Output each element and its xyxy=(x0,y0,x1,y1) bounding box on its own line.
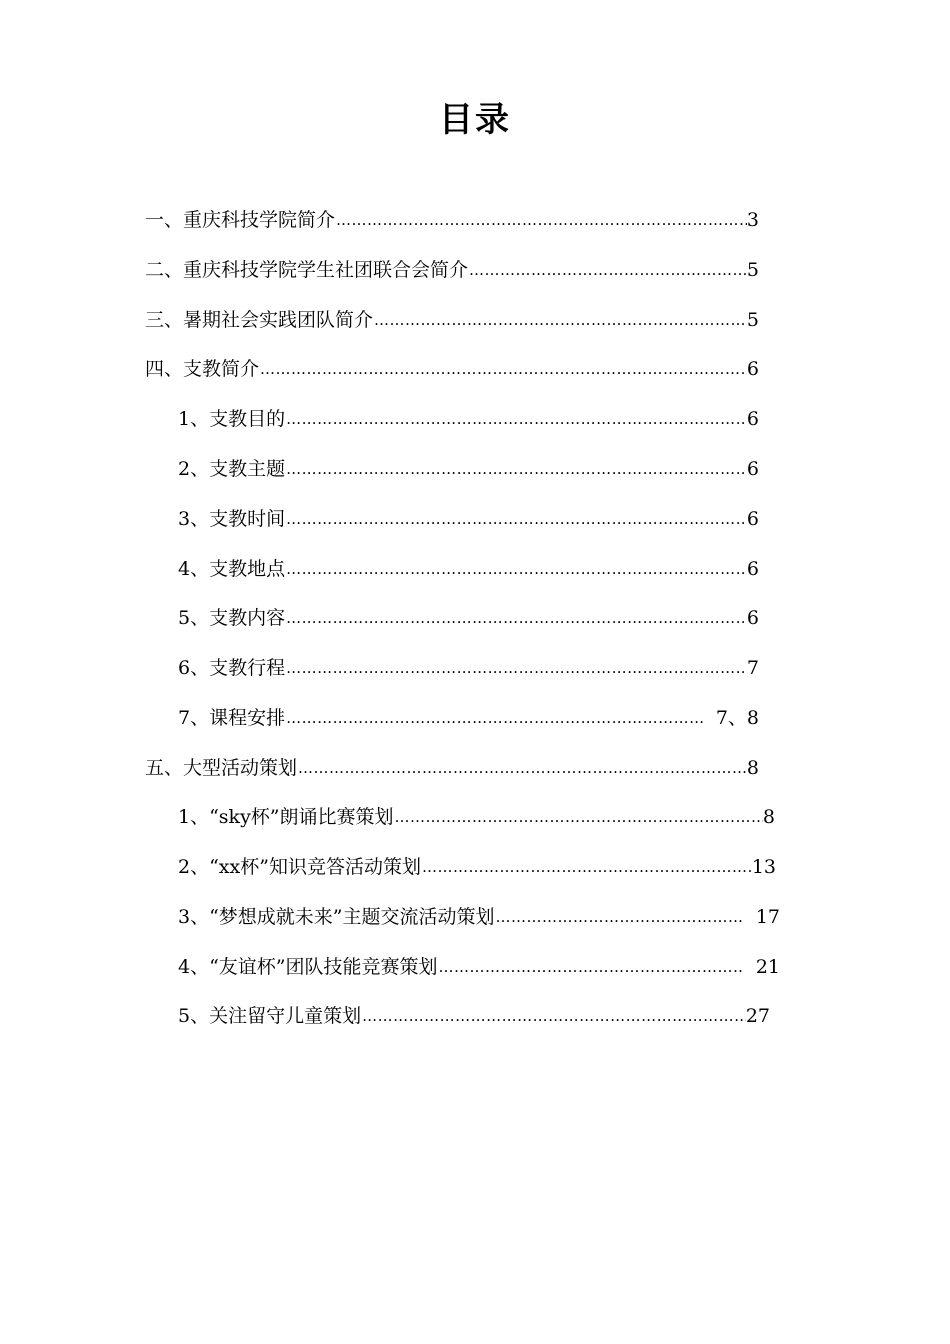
toc-leader-dots xyxy=(285,454,747,484)
toc-entry-page: 27 xyxy=(745,1005,770,1027)
toc-entry-page: 5 xyxy=(746,309,759,331)
toc-entry-page: 21 xyxy=(755,956,780,978)
toc-leader-dots xyxy=(285,554,747,584)
toc-entry-4[interactable] xyxy=(145,354,759,384)
toc-entry-title: 4、支教地点 xyxy=(178,558,286,580)
toc-entry-title: 1、“sky杯”朗诵比赛策划 xyxy=(178,806,394,828)
toc-entry-5-4[interactable] xyxy=(178,952,780,982)
toc-entry-5[interactable] xyxy=(145,753,759,783)
toc-leader-dots xyxy=(259,354,747,384)
toc-entry-page: 7 xyxy=(746,657,759,679)
toc-entry-page: 7、8 xyxy=(715,707,759,729)
toc-entry-title: 四、支教简介 xyxy=(145,358,260,380)
toc-leader-dots xyxy=(285,703,706,733)
toc-leader-dots xyxy=(335,205,747,235)
toc-entry-page: 13 xyxy=(751,856,776,878)
toc-entry-1[interactable] xyxy=(145,205,759,235)
toc-entry-title: 1、支教目的 xyxy=(178,408,286,430)
toc-entry-5-2[interactable] xyxy=(178,852,776,882)
page-title: 目录 xyxy=(439,100,511,140)
toc-entry-title: 2、“xx杯”知识竞答活动策划 xyxy=(178,856,421,878)
toc-leader-dots xyxy=(297,753,747,783)
toc-entry-page: 6 xyxy=(746,358,759,380)
toc-leader-dots xyxy=(468,255,747,285)
toc-leader-dots xyxy=(421,852,752,882)
toc-leader-dots xyxy=(361,1001,746,1031)
toc-entry-5-5[interactable] xyxy=(178,1001,770,1031)
toc-entry-page: 17 xyxy=(755,906,780,928)
toc-entry-title: 五、大型活动策划 xyxy=(145,757,298,779)
toc-entry-title: 7、课程安排 xyxy=(178,707,286,729)
toc-leader-dots xyxy=(438,952,744,982)
toc-leader-dots xyxy=(285,603,747,633)
toc-entry-page: 5 xyxy=(746,259,759,281)
toc-entry-4-7[interactable] xyxy=(178,703,759,733)
toc-entry-5-1[interactable] xyxy=(178,802,775,832)
toc-entry-page: 8 xyxy=(746,757,759,779)
toc-entry-title: 4、“友谊杯”团队技能竞赛策划 xyxy=(178,956,438,978)
toc-entry-title: 3、支教时间 xyxy=(178,508,286,530)
toc-entry-page: 6 xyxy=(746,408,759,430)
toc-leader-dots xyxy=(495,902,744,932)
toc-entry-title: 2、支教主题 xyxy=(178,458,286,480)
toc-entry-5-3[interactable] xyxy=(178,902,780,932)
toc-leader-dots xyxy=(373,305,747,335)
toc-leader-dots xyxy=(285,653,747,683)
toc-entry-page: 3 xyxy=(746,209,759,231)
toc-entry-page: 8 xyxy=(762,806,775,828)
toc-entry-title: 3、“梦想成就未来”主题交流活动策划 xyxy=(178,906,495,928)
toc-entry-4-3[interactable] xyxy=(178,504,759,534)
toc-entry-2[interactable] xyxy=(145,255,759,285)
toc-entry-title: 三、暑期社会实践团队简介 xyxy=(145,309,374,331)
toc-entry-4-5[interactable] xyxy=(178,603,759,633)
toc-entry-4-1[interactable] xyxy=(178,404,759,434)
toc-entry-title: 6、支教行程 xyxy=(178,657,286,679)
toc-entry-4-6[interactable] xyxy=(178,653,759,683)
toc-entry-page: 6 xyxy=(746,558,759,580)
toc-entry-title: 5、关注留守儿童策划 xyxy=(178,1005,362,1027)
toc-entry-title: 二、重庆科技学院学生社团联合会简介 xyxy=(145,259,469,281)
toc-entry-4-4[interactable] xyxy=(178,554,759,584)
toc-leader-dots xyxy=(394,802,763,832)
toc-entry-title: 一、重庆科技学院简介 xyxy=(145,209,336,231)
toc-leader-dots xyxy=(285,504,747,534)
toc-entry-page: 6 xyxy=(746,458,759,480)
toc-entry-4-2[interactable] xyxy=(178,454,759,484)
toc-leader-dots xyxy=(285,404,747,434)
toc-entry-title: 5、支教内容 xyxy=(178,607,286,629)
toc-entry-page: 6 xyxy=(746,508,759,530)
toc-entry-page: 6 xyxy=(746,607,759,629)
toc-entry-3[interactable] xyxy=(145,305,759,335)
